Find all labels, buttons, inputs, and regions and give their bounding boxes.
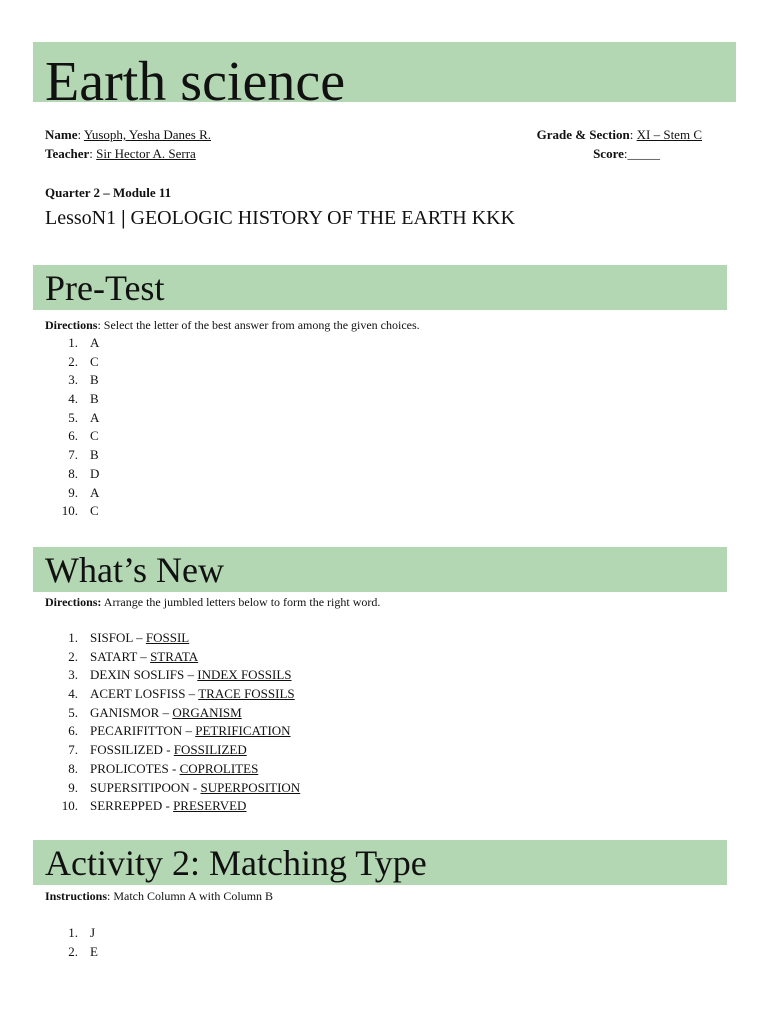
pretest-title: Pre-Test bbox=[45, 268, 165, 308]
list-number: 10. bbox=[61, 798, 78, 814]
jumbled-text: FOSSILIZED - bbox=[90, 742, 174, 758]
score-label: Score bbox=[593, 146, 624, 161]
document-title: Earth science bbox=[45, 51, 346, 113]
jumbled-text: ACERT LOSFISS – bbox=[90, 686, 199, 702]
answer-text: D bbox=[90, 465, 100, 481]
activity2-title: Activity 2: Matching Type bbox=[45, 843, 427, 883]
jumbled-text: GANISMOR – bbox=[90, 704, 173, 720]
answer-text: B bbox=[90, 447, 99, 463]
list-number: 9. bbox=[68, 779, 78, 795]
activity2-instructions-text: : Match Column A with Column B bbox=[107, 889, 274, 903]
whats-new-word-list bbox=[60, 629, 300, 816]
list-number: 7. bbox=[68, 742, 78, 758]
jumbled-word-item bbox=[60, 648, 300, 667]
list-number: 5. bbox=[68, 704, 78, 720]
whats-new-directions bbox=[45, 594, 380, 610]
lesson-line bbox=[45, 205, 515, 231]
answer-word: FOSSIL bbox=[145, 630, 190, 645]
answer-word: ORGANISM bbox=[172, 704, 242, 720]
pretest-answer-item bbox=[60, 465, 99, 484]
list-number: 9. bbox=[68, 484, 78, 500]
answer-text: A bbox=[90, 484, 100, 500]
grade-value: XI – Stem C bbox=[636, 127, 702, 142]
whats-new-title: What’s New bbox=[45, 550, 224, 590]
score-value: _____ bbox=[627, 146, 660, 161]
list-number: 8. bbox=[68, 465, 78, 481]
answer-word: FOSSILIZED bbox=[173, 742, 247, 758]
jumbled-word-item bbox=[60, 629, 300, 648]
jumbled-text: SISFOL – bbox=[90, 630, 146, 645]
list-number: 1. bbox=[68, 335, 78, 350]
answer-text: C bbox=[90, 353, 99, 369]
jumbled-word-item bbox=[60, 760, 300, 779]
title-band bbox=[33, 42, 736, 113]
grade-line: Grade & Section: XI – Stem C bbox=[536, 127, 702, 142]
pretest-directions bbox=[45, 317, 420, 333]
list-number: 4. bbox=[68, 391, 78, 407]
jumbled-word-item bbox=[60, 722, 300, 741]
lesson-separator: | bbox=[121, 207, 126, 229]
jumbled-word-item bbox=[60, 741, 300, 760]
whats-new-directions-label: Directions: bbox=[45, 595, 102, 609]
activity2-instructions-label: Instructions bbox=[45, 889, 108, 903]
answer-word: PRESERVED bbox=[173, 798, 247, 814]
list-number: 2. bbox=[68, 353, 78, 369]
pretest-answer-item bbox=[60, 502, 99, 521]
jumbled-text: PECARIFITTON – bbox=[90, 723, 196, 739]
list-number: 8. bbox=[68, 760, 78, 776]
name-label: Name bbox=[45, 127, 78, 142]
list-number: 3. bbox=[68, 667, 78, 683]
answer-text: A bbox=[90, 409, 100, 425]
jumbled-word-item bbox=[60, 779, 300, 798]
list-number: 4. bbox=[68, 686, 78, 702]
pretest-answer-item bbox=[60, 446, 99, 465]
activity2-answer-list bbox=[60, 924, 98, 961]
activity2-instructions bbox=[45, 888, 273, 904]
jumbled-text: DEXIN SOSLIFS – bbox=[90, 667, 198, 683]
pretest-directions-label: Directions bbox=[45, 318, 98, 332]
pretest-directions-text: : Select the letter of the best answer from among the given choices. bbox=[97, 318, 420, 332]
list-number: 2. bbox=[68, 943, 78, 959]
activity2-answer-item bbox=[60, 943, 98, 962]
pretest-answer-item bbox=[60, 390, 99, 409]
pretest-answer-item bbox=[60, 409, 99, 428]
activity2-band bbox=[33, 840, 727, 885]
answer-word: STRATA bbox=[150, 648, 199, 664]
jumbled-word-item bbox=[60, 685, 300, 704]
list-number: 6. bbox=[68, 723, 78, 739]
lesson-prefix: LessoN1 bbox=[45, 207, 117, 229]
jumbled-word-item bbox=[60, 797, 300, 816]
list-number: 1. bbox=[68, 925, 78, 940]
pretest-answer-item bbox=[60, 371, 99, 390]
name-value: Yusoph, Yesha Danes R. bbox=[83, 127, 212, 142]
score-line: Score:_____ bbox=[593, 146, 660, 161]
list-number: 5. bbox=[68, 409, 78, 425]
answer-text: E bbox=[90, 943, 98, 959]
teacher-label: Teacher bbox=[45, 146, 90, 161]
name-line: Name: Yusoph, Yesha Danes R. bbox=[45, 127, 212, 142]
jumbled-text: SUPERSITIPOON - bbox=[90, 779, 201, 795]
pretest-answer-item bbox=[60, 427, 99, 446]
list-number: 7. bbox=[68, 447, 78, 463]
lesson-title: GEOLOGIC HISTORY OF THE EARTH KKK bbox=[130, 207, 516, 229]
jumbled-text: SATART – bbox=[90, 648, 151, 664]
answer-text: A bbox=[90, 335, 100, 350]
activity2-answer-item bbox=[60, 924, 98, 943]
pretest-band bbox=[33, 265, 727, 310]
list-number: 3. bbox=[68, 372, 78, 388]
jumbled-word-item bbox=[60, 666, 300, 685]
pretest-answer-item bbox=[60, 353, 99, 372]
pretest-answer-item bbox=[60, 334, 99, 353]
whats-new-directions-text: Arrange the jumbled letters below to form the right word. bbox=[101, 595, 381, 609]
answer-text: B bbox=[90, 391, 99, 407]
answer-text: J bbox=[90, 925, 96, 940]
pretest-answer-item bbox=[60, 484, 99, 503]
jumbled-word-item bbox=[60, 704, 300, 723]
quarter-label: Quarter 2 – Module 11 bbox=[45, 185, 172, 200]
answer-word: INDEX FOSSILS bbox=[197, 667, 292, 683]
answer-word: SUPERPOSITION bbox=[200, 779, 301, 795]
grade-label: Grade & Section bbox=[536, 127, 630, 142]
teacher-line: Teacher: Sir Hector A. Serra bbox=[45, 146, 196, 161]
list-number: 10. bbox=[61, 503, 78, 519]
teacher-value: Sir Hector A. Serra bbox=[96, 146, 196, 161]
answer-text: C bbox=[90, 428, 99, 444]
answer-text: C bbox=[90, 503, 99, 519]
quarter-line bbox=[45, 184, 171, 202]
list-number: 2. bbox=[68, 648, 78, 664]
answer-word: PETRIFICATION bbox=[195, 723, 291, 739]
answer-word: TRACE FOSSILS bbox=[198, 686, 295, 702]
list-number: 6. bbox=[68, 428, 78, 444]
whats-new-band bbox=[33, 547, 727, 592]
jumbled-text: SERREPPED - bbox=[90, 798, 174, 814]
jumbled-text: PROLICOTES - bbox=[90, 760, 180, 776]
answer-text: B bbox=[90, 372, 99, 388]
list-number: 1. bbox=[68, 630, 78, 645]
pretest-answer-list bbox=[60, 334, 99, 521]
answer-word: COPROLITES bbox=[179, 760, 259, 776]
